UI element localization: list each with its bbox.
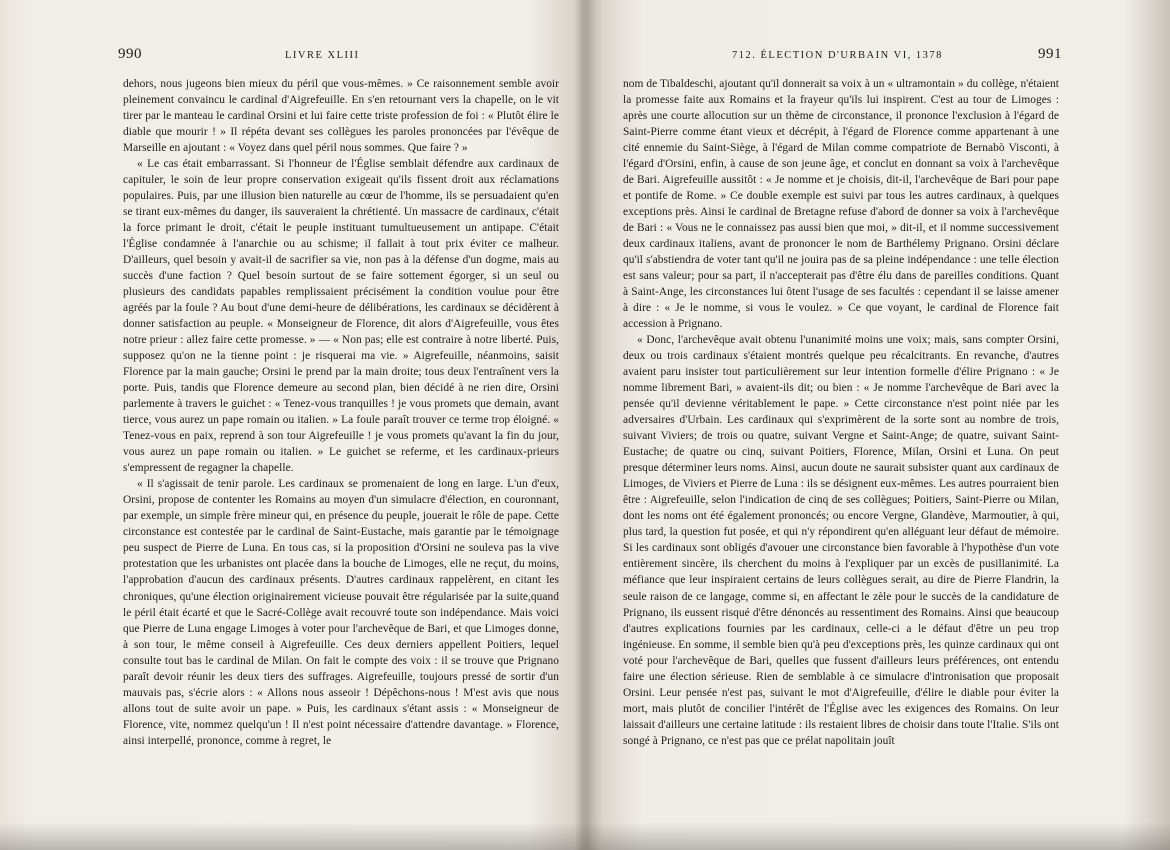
page-bottom-edge: [0, 822, 1170, 850]
right-paragraph-2: « Donc, l'archevêque avait obtenu l'unanimité moins une voix; mais, sans compter Orsini, deux ou trois cardinaux s'étaient montrés quelque peu récalcitrants. En revanche, d'autres avaient paru insister tout particulièrement sur leur intention formelle d'élire Prignano : « Je nomme librement Bari, » avaient-ils dit; ou bien : « Je nomme l'archevêque de Bari avec la pensée qu'il devienne véritablement le pape. » Cette circonstance n'est point niée par les adversaires d'Urbain. Les cardinaux qui s'exprimèrent de la sorte sont au nombre de trois, suivant Viviers; de trois ou quatre, suivant Vergne et Saint-Ange; de quatre, suivant Saint-Eustache; de quatre ou cinq, suivant Poitiers, Florence, Milan, Orsini et Luna. On peut presque déterminer leurs noms. Ainsi, aucun doute ne saurait subsister quant aux cardinaux de Limoges, de Viviers et Pierre de Luna : ils se désignent eux-mêmes. Les autres pourraient bien être : Aigrefeuille, selon l'indication de cinq de ses collègues; Poitiers, Saint-Pierre ou Milan, dont les noms ont été également prononcés; ou encore Vergne, Glandève, Marmoutier, à qui, plus tard, la question fut posée, et qui n'y répondirent qu'en alléguant leur défaut de mémoire. Si les cardinaux sont obligés d'avouer une circonstance bien favorable à l'hypothèse d'un vote entièrement sincère, ils cherchent du moins à l'expliquer par un excès de pusillanimité. La méfiance que leur inspiraient certains de leurs collègues serait, au dire de Pierre Flandrin, la seule raison de ce langage, comme si, en affectant le zèle pour le succès de la candidature de Prignano, ils eussent risqué d'être dénoncés au ressentiment des Romains. Ainsi que beaucoup d'autres explications fournies par les cardinaux, celle-ci a le défaut d'être un peu trop ingénieuse. En somme, il semble bien qu'à peu d'exceptions près, les quinze cardinaux qui ont voté pour l'archevêque de Bari, quelles que fussent d'ailleurs leurs préférences, ont entendu faire une élection sérieuse. Rien de semblable à ce simulacre d'intronisation que proposait Orsini. Leur pensée n'est pas, suivant le mot d'Aigrefeuille, d'élire le diable pour éviter la mort, mais plutôt de concilier l'intérêt de l'Église avec les exigences des Romains. On leur laissait d'ailleurs une certaine latitude : ils restaient libres de choisir dans toute l'Italie. S'ils ont songé à Prignano, ce n'est pas que ce prélat napolitain jouît: [623, 334, 1059, 747]
right-page-header: [620, 46, 1062, 66]
book-gutter: [574, 0, 594, 850]
left-page-body: [123, 76, 559, 749]
right-page-number: 991: [1038, 46, 1062, 62]
right-paragraph-1: nom de Tibaldeschi, ajoutant qu'il donnerait sa voix à un « ultramontain » du collège, n'étaient la promesse faite aux Romains et la frayeur qu'ils lui inspirent. C'est au tour de Limoges : après une courte allocution sur un thème de circonstance, il prononce l'exclusion à l'égard de Saint-Pierre comme étant vieux et décrépit, à l'égard de Florence comme appartenant à une cité ennemie du Saint-Siège, à l'égard de Milan comme compatriote de Bernabò Visconti, à l'égard d'Orsini, enfin, à cause de son jeune âge, et conclut en donnant sa voix à l'archevêque de Bari. Aigrefeuille aussitôt : « Je nomme et je choisis, dit-il, l'archevêque de Bari pour pape et pontife de Rome. » Ce double exemple est suivi par tous les autres cardinaux, à quelques exceptions près. Ainsi le cardinal de Bretagne refuse d'abord de donner sa voix à l'archevêque de Bari : « Vous ne le connaissez pas aussi bien que moi, » dit-il, et il nomme successivement deux cardinaux italiens, avant de prononcer le nom de Barthélemy Prignano. Orsini déclare qu'il s'abstiendra de voter tant qu'il ne jouira pas de sa pleine indépendance : une telle élection est sans valeur; pour sa part, il n'accepterait pas d'être élu dans de pareilles conditions. Quant à Saint-Ange, les circonstances lui ôtent l'usage de ses facultés : cependant il se laisse amener à dire : « Je le nomme, si vous le voulez. » Ce que voyant, le cardinal de Florence fait accession à Prignano.: [623, 78, 1059, 331]
left-page-number: 990: [118, 46, 142, 62]
right-running-title: 712. ÉLECTION D'URBAIN VI, 1378: [732, 50, 943, 61]
left-paragraph-3: « Il s'agissait de tenir parole. Les cardinaux se promenaient de long en large. L'un d'eux, Orsini, propose de contenter les Romains au moyen d'un simulacre d'élection, en couronnant, par exemple, un simple frère mineur qui, en présence du peuple, jouerait le rôle de pape. Cette circonstance est contestée par le cardinal de Saint-Eustache, mais garantie par le témoignage peu suspect de Pierre de Luna. En tous cas, si la proposition d'Orsini ne souleva pas la vive protestation que les urbanistes ont placée dans la bouche de Limoges, elle ne reçut, du moins, l'approbation d'aucun des cardinaux présents. D'autres cardinaux rappelèrent, en citant les chroniques, qu'une élection originairement vicieuse pouvait être régularisée par la suite,quand le péril était écarté et que le Sacré-Collège avait recouvré toute son indépendance. Mais voici que Pierre de Luna engage Limoges à voter pour l'archevêque de Bari, et que Limoges donne, à son tour, le même conseil à Aigrefeuille. Ces deux derniers appellent Poitiers, lequel consulte tout bas le cardinal de Milan. On fait le compte des voix : il se trouve que Prignano paraît devoir réunir les deux tiers des suffrages. Aigrefeuille, toujours pressé de sortir d'un mauvais pas, s'écrie alors : « Allons nous asseoir ! Dépêchons-nous ! M'est avis que nous allons tout de suite avoir un pape. » Puis, les cardinaux s'étant assis : « Monseigneur de Florence, vite, nommez quelqu'un ! Il n'est point nécessaire d'attendre davantage. » Florence, ainsi interpellé, prononce, comme à regret, le: [123, 478, 559, 747]
right-page-body: [623, 76, 1059, 749]
left-running-title: LIVRE XLIII: [285, 50, 360, 61]
left-page-header: [110, 46, 555, 66]
left-paragraph-1: dehors, nous jugeons bien mieux du péril que vous-mêmes. » Ce raisonnement semble avoir pleinement convaincu le cardinal d'Aigrefeuille. En s'en retournant vers la chapelle, on le vit tirer par le manteau le cardinal Orsini et lui faire cette triste profession de foi : « Plutôt élire le diable que mourir ! » Il répéta devant ses collègues les paroles prononcées par l'évêque de Marseille en ajoutant : « Voyez dans quel péril nous sommes. Que faire ? »: [123, 78, 559, 155]
left-paragraph-2: « Le cas était embarrassant. Si l'honneur de l'Église semblait défendre aux cardinaux de capituler, le soin de leur propre conservation exigeait qu'ils fissent droit aux réclamations populaires. Puis, par une illusion bien naturelle au cœur de l'homme, ils se persuadaient qu'en se tirant eux-mêmes du danger, ils sauveraient la chrétienté. Un massacre de cardinaux, c'était la force primant le droit, c'était le peuple instituant tumultueusement un antipape. C'était l'Église condamnée à l'anarchie ou au schisme; il fallait à tout prix éviter ce malheur. D'ailleurs, quel besoin y avait-il de sacrifier sa vie, non pas à la défense d'un dogme, mais au succès d'une faction ? Quel besoin surtout de se faire sottement égorger, si un seul ou plusieurs des candidats papables remplissaient précisément la condition voulue pour être agréés par la foule ? Au bout d'une demi-heure de délibérations, les cardinaux se décidèrent à donner satisfaction au peuple. « Monseigneur de Florence, dit alors d'Aigrefeuille, vous êtes notre prieur : allez faire cette promesse. » — « Non pas; elle est contraire à notre liberté. Puis, supposez qu'on ne la tienne point : je risquerai ma vie. » Aigrefeuille, néanmoins, saisit Florence par la main gauche; Orsini le prend par la main droite; tous deux l'entraînent vers la porte. Puis, tandis que Florence demeure au second plan, bien décidé à ne rien dire, Orsini parlemente à travers le guichet : « Tenez-vous tranquilles ! je vous promets que demain, avant tierce, vous aurez un pape romain ou italien. » La foule paraît trouver ce terme trop éloigné. « Tenez-vous en paix, reprend à son tour Aigrefeuille ! je vous promets qu'avant la fin du jour, vous aurez un pape romain ou italien. » Le guichet se referme, et les cardinaux-prieurs s'empressent de regagner la chapelle.: [123, 158, 559, 475]
